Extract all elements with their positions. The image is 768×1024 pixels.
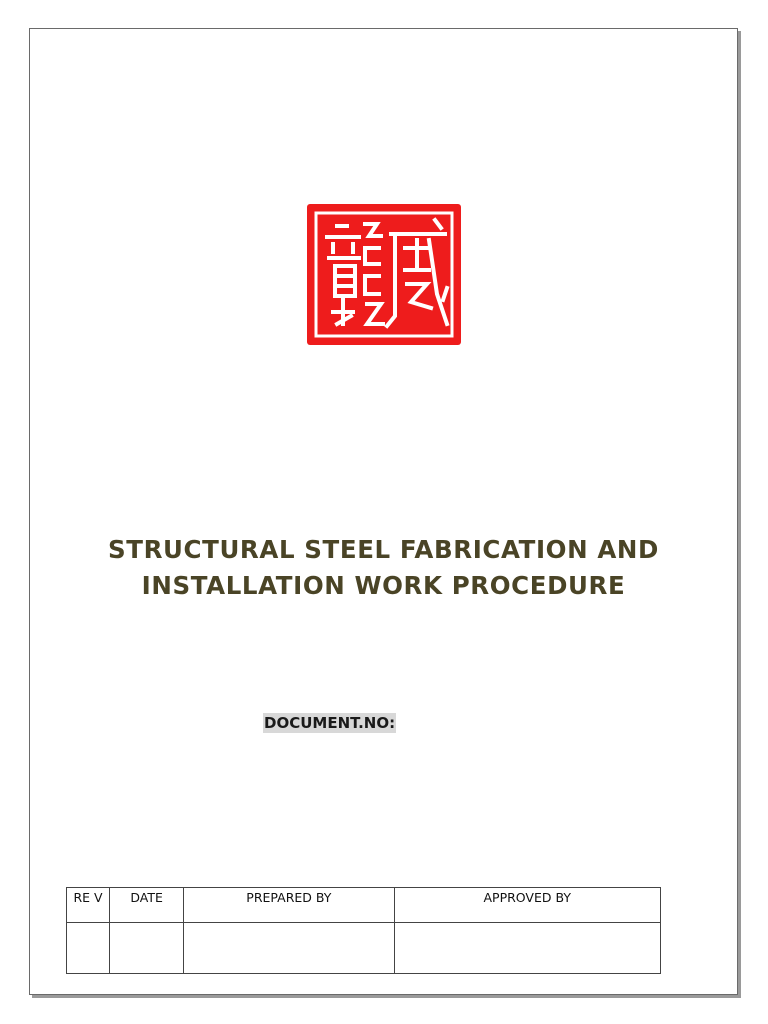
cell-date [110, 923, 184, 974]
title-line-1: STRUCTURAL STEEL FABRICATION AND [108, 535, 659, 564]
header-approved-by: APPROVED BY [394, 888, 660, 923]
seal-glyphs-icon [307, 204, 461, 345]
document-title [30, 532, 737, 604]
header-rev: RE V [67, 888, 110, 923]
cell-prepared-by [184, 923, 394, 974]
revision-table [66, 887, 661, 974]
document-page [29, 28, 738, 995]
revision-table-header [67, 888, 661, 923]
title-line-2: INSTALLATION WORK PROCEDURE [141, 571, 626, 600]
cell-approved-by [394, 923, 660, 974]
company-seal-logo [307, 204, 461, 345]
header-date: DATE [110, 888, 184, 923]
header-prepared-by: PREPARED BY [184, 888, 394, 923]
document-number-label: DOCUMENT.NO: [264, 714, 396, 732]
cell-rev [67, 923, 110, 974]
table-row [67, 923, 661, 974]
